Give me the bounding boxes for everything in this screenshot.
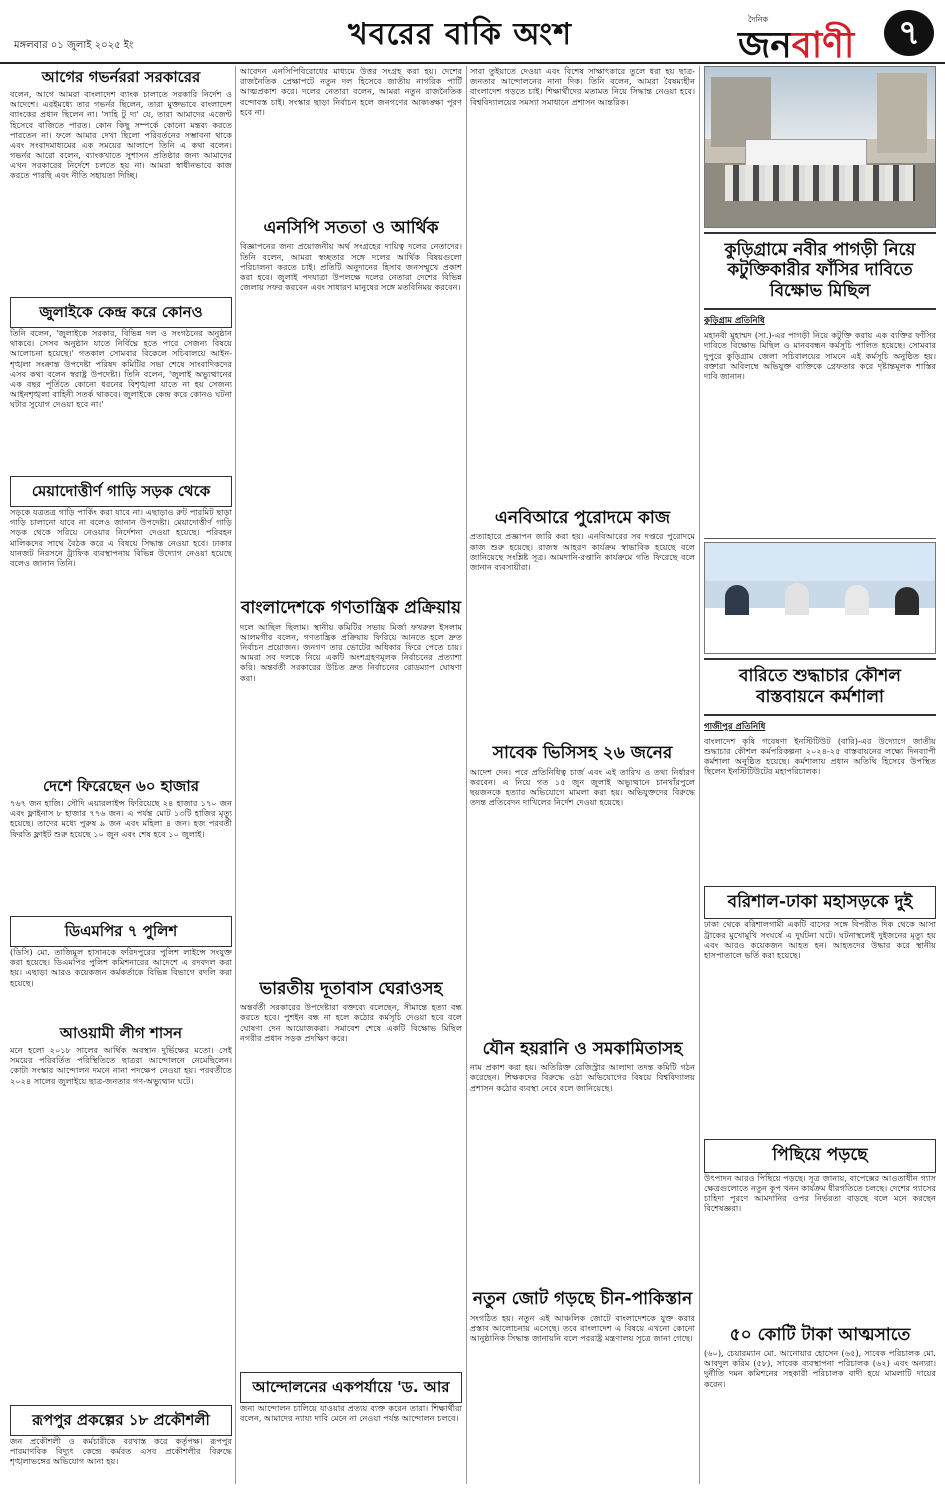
photo-building — [877, 73, 927, 153]
story-headline: ডিএমপির ৭ পুলিশ — [64, 922, 178, 940]
story-headline: আগের গভর্নররা সরকারের — [41, 68, 201, 86]
story-body: সড়কে যত্রতত্র গাড়ি পার্কিং করা যাবে না। এছাড়াও রুট পারমিট ছাড়া গাড়ি চালানো যাবে না বলেও জানান উপদেষ্টা। মেয়াদোত্তীর্ণ গাড়ি সড়ক থেকে সরিয়ে নেওয়ার নির্দেশনা দেওয়া হয়েছে। পরিবহন মালিকদের সাথে বৈঠক করে এ বিষয়ে সিদ্ধান্ত নেওয়া হবে। ঢাকার যানজট নিরসনে ট্রাফিক ব্যবস্থাপনায় বিভিন্ন উদ্যোগ নেওয়া হয়েছে বলেও জানান তিনি। — [10, 507, 232, 568]
story-headline-box — [10, 476, 232, 507]
story-body: প্রত্যাহারে প্রজ্ঞাপন জারি করা হয়। এনবিআরের সব দপ্তরে পুরোদমে কাজ শুরু হয়েছে। রাজস্ব আহরণ কার্যক্রম স্বাভাবিক হয়েছে বলে জানিয়েছে সংশ্লিষ্ট সূত্র। আমদানি-রপ্তানি কার্যক্রমে গতি ফিরেছে বলে জানান ব্যবসায়ীরা। — [470, 531, 695, 572]
column-3 — [470, 66, 695, 1486]
story-headline: পিছিয়ে পড়ছে — [772, 1145, 868, 1166]
divider — [704, 538, 936, 539]
story-body: মনে হলো ২০১৮ সালের আর্থিক অবস্থান দুর্ভিক্ষের মতো। সেই সময়ের পরিবর্তিত পরিস্থিতিতে ছাত্ররা আন্দোলনে নেমেছিলেন। কোটা সংস্কার আন্দোলন দমনে নানা পদক্ষেপ নেওয়া হয়। পরবর্তীতে ২০২৪ সালের জুলাইয়ে ছাত্র-জনতার গণ-অভ্যুত্থান ঘটে। — [10, 1045, 232, 1086]
story-body: উৎপাদন আরও পিছিয়ে পড়ছে। সূত্র জানায়, বাপেক্সের আওতাধীন গ্যাস ক্ষেত্রগুলোতে নতুন কূপ খনন কার্যক্রম ধীরগতিতে চলছে। দেশের গ্যাসের চাহিদা পূরণে আমদানির ওপর নির্ভরতা বাড়ছে বলে মনে করছেন বিশেষজ্ঞরা। — [704, 1172, 936, 1214]
story-headline: রূপপুর প্রকল্পের ১৮ প্রকৌশলী — [32, 1411, 210, 1429]
masthead — [0, 0, 945, 64]
page-number-badge: ৭ — [884, 10, 934, 56]
workshop-banner — [705, 543, 935, 581]
photo-person — [895, 587, 919, 615]
story-headline: সাবেক ভিসিসহ ২৬ জনের — [492, 743, 673, 764]
paper-logo-part1: জন — [738, 25, 792, 66]
workshop-photo — [704, 542, 936, 654]
issue-date: মঙ্গলবার ০১ জুলাই ২০২৫ ইং — [14, 40, 134, 51]
story-headline-box — [240, 1372, 462, 1403]
rally-photo — [704, 66, 936, 228]
story-headline: মেয়াদোত্তীর্ণ গাড়ি সড়ক থেকে — [31, 482, 211, 500]
photo-building — [711, 77, 771, 147]
story-headline: এনসিপি সততা ও আর্থিক — [263, 218, 439, 238]
story-headline: বরিশাল-ঢাকা মহাসড়কে দুই — [727, 891, 913, 912]
story-body: মহানবী মুহাম্মদ (সা.)-এর পাগড়ী নিয়ে কটুক্তি করায় এক ব্যক্তির ফাঁসির দাবিতে বিক্ষোভ মিছিল ও মানববন্ধন কর্মসূচি পালিত হয়েছে। সোমবার দুপুরে কুড়িগ্রাম জেলা সচিবালয়ের সামনে এই কর্মসূচি অনুষ্ঠিত হয়। বক্তারা অবিলম্বে অভিযুক্ত ব্যক্তিকে গ্রেফতার করে দৃষ্টান্তমূলক শাস্তির দাবি জানান। — [704, 330, 936, 381]
story-body: তিনি বলেন, 'জুলাইকে সরকার, বিভিন্ন দল ও সংগঠনের অনুষ্ঠান থাকবে। সেসব অনুষ্ঠান যাতে নির্বিঘ্নে হতে পারে সেজন্য বিষয়ে আলোচনা হয়েছে।' গতকাল সোমবার বিকেলে সচিবালয়ে আইন-শৃঙ্খলা সংক্রান্ত উপদেষ্টা পরিষদ কমিটির সভা শেষে সাংবাদিকদের এসব কথা বলেন স্বরাষ্ট্র উপদেষ্টা। তিনি বলেন, 'জুলাই অভ্যুত্থানের এক বছর পূর্তিতে কোনো ধরনের বিশৃঙ্খলা যাতে না হয় সেজন্য আইনশৃঙ্খলা বাহিনী সতর্ক থাকবে। জুলাইকে কেন্দ্র করে কোনও ঘটনা ঘটার সুযোগ দেওয়া হবে না।' — [10, 328, 232, 410]
column-divider — [235, 66, 236, 1484]
story-headline: নতুন জোট গড়ছে চীন-পাকিস্তান — [472, 1289, 693, 1310]
story-headline: বাংলাদেশকে গণতান্ত্রিক প্রক্রিয়ায় — [240, 598, 462, 619]
story-headline-box — [704, 1139, 936, 1172]
story-body: আবেদন এনসিপিবিরোধের মাধ্যমে উত্তর সংগ্রহ করা হয়। দেশের রাজনৈতিক প্রেক্ষাপটে নতুন দল হিসেবে জাতীয় নাগরিক পার্টি আত্মপ্রকাশ করে। দলের নেতারা বলেন, আমরা নতুন রাজনৈতিক বন্দোবস্ত চাই। সংস্কার ছাড়া নির্বাচন হলে জনগণের আকাঙ্ক্ষা পূরণ হবে না। — [240, 66, 462, 117]
story-headline: আন্দোলনের একপর্যায়ে 'ড. আর — [252, 1378, 450, 1397]
story-headline: জুলাইকে কেন্দ্র করে কোনও — [39, 303, 203, 321]
photo-person — [785, 583, 809, 615]
story-headline-box — [10, 297, 232, 328]
photo-person — [725, 585, 749, 615]
story-headline: কুড়িগ্রামে নবীর পাগড়ী নিয়ে কটুক্তিকারীর ফাঁসির দাবিতে বিক্ষোভ মিছিল — [724, 240, 916, 301]
story-headline: দেশে ফিরেছেন ৬০ হাজার — [43, 777, 199, 795]
section-title: খবরের বাকি অংশ — [348, 17, 572, 52]
story-body: জন প্রকৌশলী ও কর্মচারীকে বরখাস্ত করে কর্তৃপক্ষ। রূপপুর পারমাণবিক বিদ্যুৎ কেন্দ্রে কর্মরত এসব প্রকৌশলীর বিরুদ্ধে শৃঙ্খলাভঙ্গের অভিযোগ আনা হয়। — [10, 1436, 232, 1467]
story-body: নাম প্রকাশ করা হয়। অতিরিক্ত রেজিস্ট্রার আলাদা তদন্ত কমিটি গঠন করেছেন। শিক্ষকদের বিরুদ্ধে ওঠা অভিযোগের বিষয়ে বিশ্ববিদ্যালয় প্রশাসন কঠোর ব্যবস্থা নেবে বলে জানিয়েছে। — [470, 1062, 695, 1093]
column-1 — [10, 66, 232, 1486]
story-body: (ডিসি) মো. তাজিমুল হাসানকে ফরিদপুরের পুলিশ লাইন্সে সংযুক্ত করা হয়েছে। ডিএমপির পুলিশ কমিশনারের আদেশে এ রদবদল করা হয়। এছাড়া আরও কয়েকজন কর্মকর্তাকে বিভিন্ন বিভাগে বদলি করা হয়েছে। — [10, 947, 232, 988]
paper-prefix: দৈনিক — [748, 15, 769, 24]
byline: কুড়িগ্রাম প্রতিনিধি — [704, 316, 765, 327]
story-body: দলে আছিল ছিলাম। স্থানীয় কমিটির সভায় মির্জা ফখরুল ইসলাম আলমগীর বলেন, গণতান্ত্রিক প্রক্রিয়ায় ফিরিয়ে আনতে হলে দ্রুত নির্বাচন প্রয়োজন। জনগণ তার ভোটের অধিকার ফিরে পেতে চায়। আমরা সব দলকে নিয়ে একটি অংশগ্রহণমূলক নির্বাচনের প্রত্যাশা করি। অন্তর্বর্তী সরকারের উচিত দ্রুত নির্বাচনের রোডম্যাপ ঘোষণা করা। — [240, 621, 462, 683]
paper-logo-part2: বাণী — [791, 25, 855, 66]
story-headline: আওয়ামী লীগ শাসন — [59, 1024, 183, 1042]
story-body: অন্তর্বর্তী সরকারের উপদেষ্টারা বক্তব্যে বলেছেন, সীমান্তে হত্যা বন্ধ করতে হবে। পুশইন বন্ধ না হলে কঠোর কর্মসূচি দেওয়া হবে বলে ঘোষণা দেন আয়োজকরা। সমাবেশ শেষে একটি বিক্ষোভ মিছিল নগরীর প্রধান সড়ক প্রদক্ষিণ করে। — [240, 1002, 462, 1043]
story-body: ৭৬৭ জন হাজি। সৌদি এয়ারলাইন্স ফিরিয়েছে ২৪ হাজার ১৭০ জন এবং ফ্লাইনাস ৮ হাজার ৭৭৬ জন। এ পর্যন্ত মোট ১৩টি হাজির মৃত্যু হয়েছে। তাদের মধ্যে পুরুষ ৯ জন এবং মহিলা ৪ জন। হজ পরবর্তী ফিরতি ফ্লাইট শুরু হয়েছে ১০ জুন এবং শেষ হবে ১০ জুলাই। — [10, 798, 232, 839]
story-body: বলেন, আগে আমরা বাংলাদেশ ব্যাংক চালাতে সরকারি নির্দেশ ও আদেশে। এরইমধ্যে তার গভর্নর ছিলেন, তারা মুক্তভাবে বাংলাদেশ ব্যাংকের প্রধান ছিলেন না। 'সাহি টু দ্য' যে, তারা আমাদের এজেন্ট হিসেবে বাজিতে পারত। কোন কিছু সম্পর্কে কোনো মন্তব্য করতে পারতেন না। ফলে আমার দেখা ছিলো পরিবর্তনের সম্ভাবনা থাকে এবং সংবাদমাধ্যমের এক সময়ের আলাপে তিনি এ কথা বলেন। গভর্নর আরো বলেন, ব্যাংকখাতে সুশাসন প্রতিষ্ঠার জন্য আমাদের এখন সরকারের নির্দেশে চলতে হয় না। আমরা স্বাধীনভাবে কাজ করতে পারছি এবং নীতি সহায়তা দিচ্ছি। — [10, 89, 232, 181]
column-divider — [699, 66, 700, 1484]
story-headline: বারিতে শুদ্ধাচার কৌশল বাস্তবায়নে কর্মশালা — [739, 666, 901, 707]
story-headline: ভারতীয় দূতাবাস ঘেরাওসহ — [259, 978, 443, 999]
story-body: ঢাকা থেকে বরিশালগামী একটি বাসের সঙ্গে বিপরীত দিক থেকে আসা ট্রাকের মুখোমুখি সংঘর্ষে এ দুর্ঘটনা ঘটে। ঘটনাস্থলেই দুইজনের মৃত্যু হয় এবং আরও কয়েকজন আহত হন। আহতদের উদ্ধার করে স্থানীয় হাসপাতালে ভর্তি করা হয়েছে। — [704, 919, 936, 960]
column-divider — [466, 66, 467, 1484]
story-body: বিজ্ঞাপনের জন্য প্রয়োজনীয় অর্থ সংগ্রহের দায়িত্ব দলের নেতাদের। তিনি বলেন, আমরা স্বচ্ছতার সঙ্গে দলের আর্থিক বিষয়গুলো পরিচালনা করতে চাই। প্রতিটি অনুদানের হিসাব জনসম্মুখে প্রকাশ করা হবে। জুলাই পদযাত্রা উপলক্ষে দলের নেতারা দেশের বিভিন্ন জেলায় সফর করবেন এবং সাধারণ মানুষের সঙ্গে মতবিনিময় করবেন। — [240, 241, 462, 293]
story-headline-box — [10, 916, 232, 947]
column-2 — [240, 66, 462, 1486]
story-headline-box — [704, 886, 936, 919]
story-headline: এনবিআরে পুরোদমে কাজ — [494, 508, 671, 528]
photo-crowd — [725, 165, 915, 201]
story-body: সারা তুইয়াতে দেওয়া এবং বিশেষ সাক্ষাৎকারে তুলে ধরা হয় ছাত্র-জনতার আন্দোলনের নানা দিক। তিনি বলেন, আমরা বৈষম্যহীন বাংলাদেশ গড়তে চাই। শিক্ষার্থীদের মতামত নিয়ে সিদ্ধান্ত নেওয়া হবে। বিশ্ববিদ্যালয়ের সমস্যা সমাধানে প্রশাসন আন্তরিক। — [470, 66, 695, 107]
story-headline-box — [10, 1405, 232, 1436]
story-headline: যৌন হয়রানি ও সমকামিতাসহ — [482, 1038, 683, 1059]
story-headline-box — [704, 232, 936, 310]
story-headline-box — [704, 658, 936, 716]
story-body: আদেশ দেন। পরে প্রতিনিধিত্ব চার্জ এবং এই তারিখ ও তথ্য নির্ধারণ করবেন। এ নিয়ে গত ১৫ জুন জুলাই অভ্যুত্থানে চানখাঁরপুলে ছয়জনকে হত্যার অভিযোগে মামলা করা হয়। অভিযুক্তদের বিরুদ্ধে তদন্ত প্রতিবেদন দাখিলের নির্দেশ দেওয়া হয়েছে। — [470, 766, 695, 808]
story-headline: ৫০ কোটি টাকা আত্মসাতে — [729, 1324, 911, 1345]
story-body: সংগঠিত হয়। নতুন এই আঞ্চলিক জোটে বাংলাদেশকে যুক্ত করার প্রস্তাব আলোচনায় এসেছে। তবে বাংলাদেশ এ বিষয়ে এখনো কোনো আনুষ্ঠানিক সিদ্ধান্ত জানায়নি বলে পররাষ্ট্র মন্ত্রণালয় সূত্রে জানা গেছে। — [470, 1312, 695, 1343]
story-body: (৬০), চেয়ারম্যান মো. আনোয়ার হোসেন (৬৫), সাবেক পরিচালক মো. আবদুল করিম (৫৮), সাবেক ব্যবস্থাপনা পরিচালক (৬২) এবং অন্যরা। দুর্নীতি দমন কমিশনের সহকারী পরিচালক বাদী হয়ে মামলাটি দায়ের করেন। — [704, 1348, 936, 1389]
byline: গাজীপুর প্রতিনিধি — [704, 721, 766, 732]
story-body: বাংলাদেশ কৃষি গবেষণা ইনস্টিটিউট (বারি)-এর উদ্যোগে জাতীয় শুদ্ধাচার কৌশল কর্মপরিকল্পনা ২০২৪-২৫ বাস্তবায়নের লক্ষ্যে দিনব্যাপী কর্মশালা অনুষ্ঠিত হয়েছে। কর্মশালায় প্রধান অতিথি হিসেবে উপস্থিত ছিলেন ইনস্টিটিউটের মহাপরিচালক। — [704, 735, 936, 777]
photo-person — [845, 585, 869, 615]
story-body: জন্য আন্দোলন চালিয়ে যাওয়ার প্রত্যয় ব্যক্ত করেন তারা। শিক্ষার্থীরা বলেন, আমাদের ন্যায্য দাবি মেনে না নেওয়া পর্যন্ত আন্দোলন চলবে। — [240, 1403, 462, 1424]
column-4 — [704, 66, 936, 1486]
